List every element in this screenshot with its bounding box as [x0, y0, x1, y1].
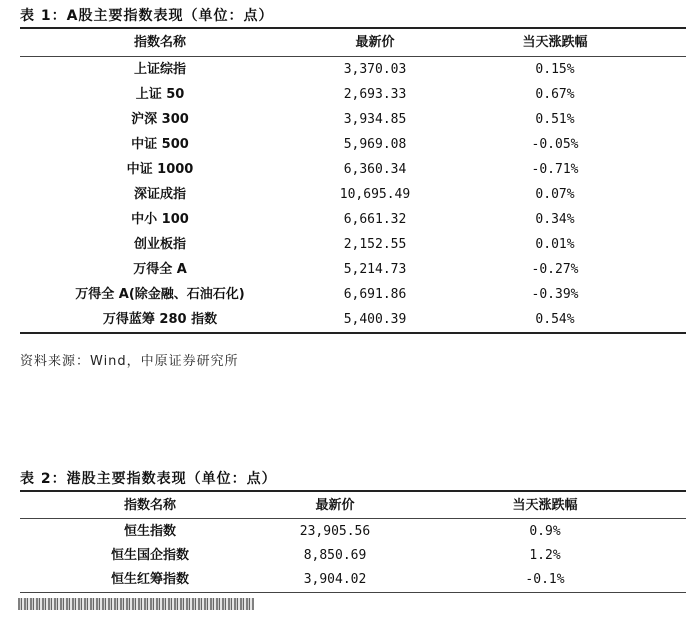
table1-bottom-rule [20, 332, 686, 334]
index-name: 上证综指 [133, 62, 186, 77]
table-row [20, 232, 686, 257]
index-change: 0.54% [535, 312, 575, 327]
index-price: 23,905.56 [299, 524, 371, 539]
table1-source-note: 资料来源：Wind，中原证券研究所 [20, 354, 239, 369]
table-row [20, 543, 686, 568]
table-row [20, 567, 686, 592]
table1-header-price: 最新价 [355, 35, 395, 50]
table-row [20, 207, 686, 232]
table-row [20, 107, 686, 132]
index-name: 深证成指 [133, 187, 186, 202]
table-row [20, 57, 686, 82]
index-price: 5,400.39 [343, 312, 407, 327]
index-change: -0.05% [531, 137, 579, 152]
index-price: 2,693.33 [343, 87, 407, 102]
table2-header-price: 最新价 [315, 498, 355, 513]
table1-top-rule [20, 27, 686, 29]
index-name: 中小 100 [131, 212, 189, 227]
index-change: 0.01% [535, 237, 575, 252]
index-price: 6,691.86 [343, 287, 407, 302]
index-name: 创业板指 [133, 237, 186, 252]
index-price: 10,695.49 [339, 187, 411, 202]
table-row [20, 182, 686, 207]
table1-header-row [20, 30, 686, 55]
index-change: 0.34% [535, 212, 575, 227]
index-price: 3,904.02 [303, 572, 367, 587]
index-change: 1.2% [529, 548, 561, 563]
index-change: 0.15% [535, 62, 575, 77]
index-name: 中证 1000 [126, 162, 194, 177]
index-change: -0.1% [525, 572, 565, 587]
index-name: 万得全 A [133, 262, 187, 277]
scan-artifact [18, 598, 254, 610]
table-row [20, 157, 686, 182]
table-row [20, 257, 686, 282]
index-name: 沪深 300 [131, 112, 189, 127]
index-price: 3,370.03 [343, 62, 407, 77]
table-row [20, 82, 686, 107]
index-name: 万得蓝筹 280 指数 [102, 312, 218, 327]
index-price: 8,850.69 [303, 548, 367, 563]
index-change: 0.67% [535, 87, 575, 102]
index-change: 0.07% [535, 187, 575, 202]
index-name: 恒生指数 [123, 524, 176, 539]
table2-bottom-rule [20, 592, 686, 593]
table2-header-name: 指数名称 [123, 498, 176, 513]
table-row [20, 519, 686, 544]
index-change: -0.71% [531, 162, 579, 177]
index-change: 0.9% [529, 524, 561, 539]
table1-header-change: 当天涨跌幅 [522, 35, 588, 50]
index-name: 恒生红筹指数 [110, 572, 189, 587]
index-name: 中证 500 [131, 137, 189, 152]
index-name: 恒生国企指数 [110, 548, 189, 563]
index-price: 5,214.73 [343, 262, 407, 277]
index-change: -0.27% [531, 262, 579, 277]
index-price: 2,152.55 [343, 237, 407, 252]
index-price: 3,934.85 [343, 112, 407, 127]
index-change: 0.51% [535, 112, 575, 127]
table-row [20, 282, 686, 307]
table1-header-name: 指数名称 [133, 35, 186, 50]
index-change: -0.39% [531, 287, 579, 302]
index-price: 6,360.34 [343, 162, 407, 177]
index-price: 5,969.08 [343, 137, 407, 152]
index-price: 6,661.32 [343, 212, 407, 227]
table2-header-change: 当天涨跌幅 [512, 498, 578, 513]
table1-title: 表 1：A股主要指数表现（单位：点） [20, 8, 274, 24]
table-row [20, 307, 686, 332]
index-name: 上证 50 [135, 87, 185, 102]
table2-title: 表 2：港股主要指数表现（单位：点） [20, 471, 277, 487]
table2-top-rule [20, 490, 686, 492]
index-name: 万得全 A(除金融、石油石化) [75, 287, 245, 302]
table2-header-row [20, 493, 686, 518]
table-row [20, 132, 686, 157]
